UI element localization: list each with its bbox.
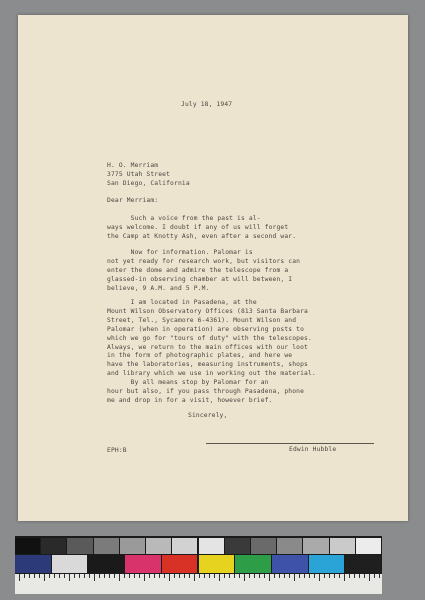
gray-swatch	[251, 538, 276, 554]
text-line: hour but also, if you pass through Pasadena, phone	[107, 387, 305, 395]
ruler-tick	[304, 574, 305, 578]
gray-swatch	[41, 538, 66, 554]
ruler	[15, 574, 382, 594]
text-line: Palomar (when in operation) are observing posts to	[107, 325, 305, 333]
ruler-tick	[309, 574, 310, 578]
ruler-tick	[94, 574, 95, 581]
text-line: Always, we return to the main offices with our loot	[107, 343, 308, 351]
ruler-tick	[79, 574, 80, 578]
ruler-tick	[344, 574, 345, 581]
paragraph-1	[107, 215, 296, 242]
ruler-tick	[134, 574, 135, 578]
ruler-tick	[364, 574, 365, 578]
text-line: Such a voice from the past is al-	[107, 215, 261, 222]
ruler-tick	[314, 574, 315, 578]
ruler-tick	[299, 574, 300, 578]
ruler-tick	[34, 574, 35, 578]
typist-initials: EPH:B	[107, 447, 127, 454]
ruler-tick	[174, 574, 175, 578]
ruler-tick	[189, 574, 190, 578]
signature-line	[206, 443, 374, 444]
ruler-tick	[269, 574, 270, 581]
ruler-tick	[209, 574, 210, 578]
text-line: me and drop in for a visit, however brief.	[107, 396, 273, 404]
ruler-tick	[214, 574, 215, 578]
ruler-tick	[119, 574, 120, 581]
gray-swatch	[225, 538, 250, 554]
ruler-tick	[254, 574, 255, 578]
ruler-tick	[49, 574, 50, 578]
ruler-tick	[24, 574, 25, 578]
ruler-tick	[74, 574, 75, 578]
ruler-tick	[239, 574, 240, 578]
color-swatches	[15, 536, 382, 574]
ruler-tick	[179, 574, 180, 578]
ruler-tick	[244, 574, 245, 581]
text-line: not yet ready for research work, but visitors can	[107, 257, 301, 265]
ruler-tick	[129, 574, 130, 578]
letter-page	[18, 15, 408, 521]
ruler-tick	[279, 574, 280, 578]
paragraph-3	[107, 299, 316, 379]
ruler-tick	[29, 574, 30, 578]
gray-swatch	[303, 538, 328, 554]
ruler-tick	[349, 574, 350, 578]
ruler-tick	[229, 574, 230, 578]
ruler-tick	[329, 574, 330, 578]
ruler-tick	[249, 574, 250, 578]
color-swatch	[272, 555, 308, 573]
ruler-tick	[19, 574, 20, 581]
ruler-tick	[234, 574, 235, 578]
color-swatch	[162, 555, 198, 573]
text-line: enter the dome and admire the telescope from a	[107, 266, 289, 274]
color-checker-strip	[15, 536, 382, 594]
ruler-tick	[224, 574, 225, 578]
text-line: the Camp at Knotty Ash, even after a second war.	[107, 232, 297, 240]
ruler-tick	[259, 574, 260, 578]
paragraph-2	[107, 249, 300, 294]
ruler-tick	[294, 574, 295, 581]
gray-swatch	[172, 538, 197, 554]
gray-swatch	[15, 538, 40, 554]
ruler-tick	[379, 574, 380, 578]
paragraph-4	[107, 379, 304, 406]
color-swatch	[88, 555, 124, 573]
ruler-tick	[289, 574, 290, 578]
ruler-tick	[204, 574, 205, 578]
text-line: By all means stop by Palomar for an	[107, 379, 269, 386]
ruler-tick	[109, 574, 110, 578]
ruler-tick	[139, 574, 140, 578]
ruler-tick	[324, 574, 325, 578]
gray-swatch	[146, 538, 171, 554]
ruler-tick	[334, 574, 335, 578]
ruler-tick	[219, 574, 220, 581]
text-line: have the laboratories, measuring instruments, shops	[107, 361, 308, 369]
gray-swatch	[277, 538, 302, 554]
letter-date: July 18, 1947	[181, 101, 233, 108]
gray-swatch	[67, 538, 92, 554]
text-line: Now for information. Palomar is	[107, 249, 253, 256]
ruler-tick	[44, 574, 45, 581]
ruler-tick	[84, 574, 85, 578]
ruler-tick	[144, 574, 145, 581]
ruler-tick	[159, 574, 160, 578]
gray-swatch	[356, 538, 381, 554]
gray-swatch	[199, 538, 224, 554]
ruler-tick	[154, 574, 155, 578]
text-line: glassed-in observing chamber at will between, I	[107, 275, 293, 283]
color-swatch	[15, 555, 51, 573]
ruler-tick	[264, 574, 265, 578]
text-line: which we go for "tours of duty" with the telescopes.	[107, 334, 312, 342]
ruler-tick	[164, 574, 165, 578]
ruler-tick	[184, 574, 185, 578]
color-swatch	[199, 555, 235, 573]
text-line: and library which we use in working out the material.	[107, 370, 316, 378]
ruler-tick	[149, 574, 150, 578]
gray-swatch	[120, 538, 145, 554]
ruler-tick	[369, 574, 370, 581]
ruler-tick	[124, 574, 125, 578]
text-line: ways welcome. I doubt if any of us will forget	[107, 223, 289, 231]
recipient-name: H. O. Merriam	[107, 162, 159, 169]
color-swatch	[309, 555, 345, 573]
ruler-tick	[54, 574, 55, 578]
ruler-tick	[89, 574, 90, 578]
closing: Sincerely,	[188, 412, 228, 419]
color-swatch	[345, 555, 381, 573]
signature-name: Edwin Hubble	[289, 446, 337, 453]
ruler-tick	[69, 574, 70, 581]
ruler-tick	[104, 574, 105, 578]
gray-swatch	[94, 538, 119, 554]
ruler-tick	[354, 574, 355, 578]
color-swatch	[52, 555, 88, 573]
ruler-tick	[194, 574, 195, 581]
ruler-tick	[374, 574, 375, 578]
color-swatch	[235, 555, 271, 573]
ruler-tick	[39, 574, 40, 578]
text-line: in the form of photographic plates, and here we	[107, 352, 293, 360]
salutation: Dear Merriam:	[107, 197, 159, 204]
text-line: Mount Wilson Observatory Offices (813 Santa Barbara	[107, 307, 308, 315]
ruler-tick	[274, 574, 275, 578]
text-line: Street, Tel., Sycamore 6-4361). Mount Wilson and	[107, 316, 297, 324]
ruler-tick	[114, 574, 115, 578]
text-line: I am located in Pasadena, at the	[107, 299, 257, 306]
ruler-tick	[64, 574, 65, 578]
ruler-tick	[319, 574, 320, 581]
recipient-address	[107, 162, 190, 189]
recipient-street: 3775 Utah Street	[107, 170, 171, 178]
ruler-tick	[339, 574, 340, 578]
ruler-tick	[284, 574, 285, 578]
ruler-tick	[169, 574, 170, 581]
ruler-tick	[59, 574, 60, 578]
ruler-tick	[199, 574, 200, 578]
recipient-city: San Diego, California	[107, 179, 190, 187]
ruler-tick	[99, 574, 100, 578]
color-swatch	[125, 555, 161, 573]
ruler-tick	[359, 574, 360, 578]
text-line: believe, 9 A.M. and 5 P.M.	[107, 284, 210, 292]
gray-swatch	[330, 538, 355, 554]
